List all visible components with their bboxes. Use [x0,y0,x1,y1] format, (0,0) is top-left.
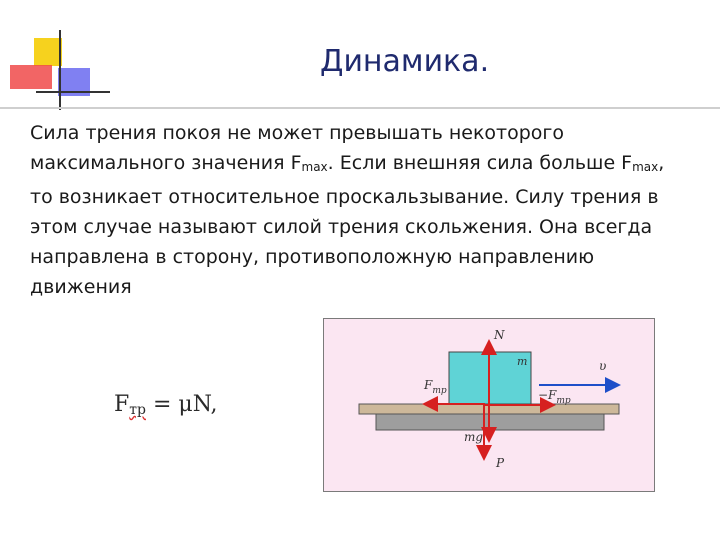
body-line-2-pre: максимального значения F [30,152,302,174]
body-line-5: направлена в сторону, противоположную направлению [30,246,595,268]
body-line-6: движения [30,276,132,298]
corner-decoration [0,0,110,115]
body-line-3: то возникает относительное проскальзывание. Силу трения в [30,186,659,208]
page-title: Динамика. [320,44,490,79]
label-N: N [494,328,505,342]
formula-rhs: = μN, [145,392,218,417]
red-square [10,65,52,89]
body-line-2-mid: . Если внешняя сила больше F [327,152,633,174]
fmax-subscript-1: max [301,160,328,174]
formula-subscript: тр [129,402,146,418]
label-v: υ [599,359,607,373]
body-line-2 [30,148,690,182]
diagram-svg [324,319,654,491]
label-Ftr-main: F [424,378,433,392]
label-negFtr-sub: тр [556,396,571,406]
label-m: m [517,355,528,368]
label-P: P [496,456,505,470]
label-Ftr [423,378,447,396]
label-Ftr-sub: тр [432,386,447,396]
label-negFtr [538,388,571,406]
formula-lhs: F [114,392,130,417]
divider [0,107,720,109]
friction-diagram [323,318,655,492]
body-line-4: этом случае называют силой трения скольжения. Она всегда [30,216,653,238]
body-line-2-post: , [658,152,665,174]
label-negFtr-main: −F [538,388,557,402]
body-paragraph [30,118,690,302]
fmax-subscript-2: max [632,160,659,174]
friction-formula [114,392,218,418]
yellow-square [34,38,62,66]
body-line-1: Сила трения покоя не может превышать некоторого [30,122,565,144]
label-mg: mg [464,430,484,444]
